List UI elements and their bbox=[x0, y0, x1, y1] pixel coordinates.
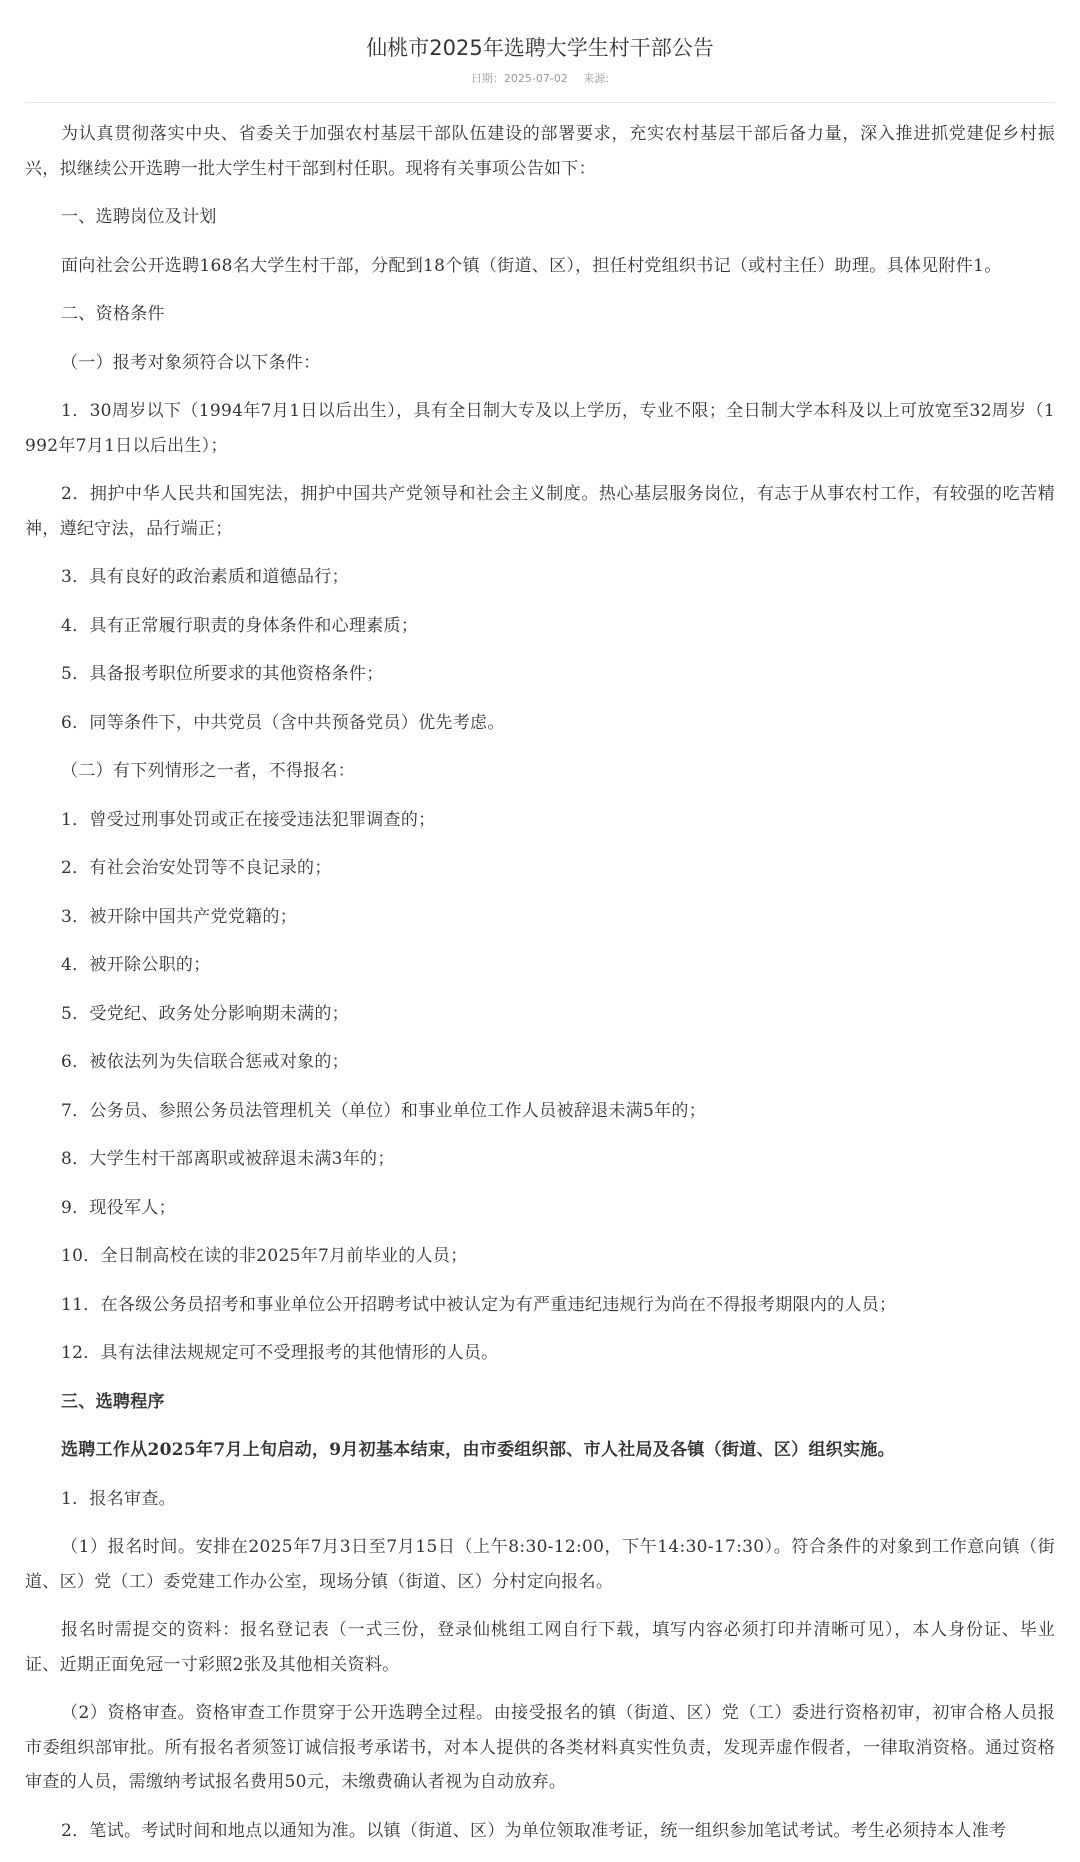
article-title: 仙桃市2025年选聘大学生村干部公告 bbox=[366, 36, 714, 60]
article-meta bbox=[25, 69, 1055, 89]
section-heading-1: 一、选聘岗位及计划 bbox=[61, 207, 217, 227]
list-item: 3．具有良好的政治素质和道德品行； bbox=[61, 567, 349, 587]
article-body bbox=[25, 117, 1055, 1848]
list-item: 5．具备报考职位所要求的其他资格条件； bbox=[61, 664, 384, 684]
subheading: （一）报考对象须符合以下条件： bbox=[61, 352, 321, 373]
paragraph: 报名时需提交的资料：报名登记表（一式三份，登录仙桃组工网自行下载，填写内容必须打印并清晰可见），本人身份证、毕业证、近期正面免冠一寸彩照2张及其他相关资料。 bbox=[25, 1620, 1055, 1675]
article-page bbox=[25, 0, 1055, 1862]
section-heading-2: 二、资格条件 bbox=[61, 304, 165, 324]
paragraph: 选聘工作从2025年7月上旬启动，9月初基本结束，由市委组织部、市人社局及各镇（街道、区）组织实施。 bbox=[61, 1440, 895, 1460]
subheading: （二）有下列情形之一者，不得报名： bbox=[61, 761, 356, 781]
list-item: 2．笔试。考试时间和地点以通知为准。以镇（街道、区）为单位领取准考证，统一组织参加笔试考试。考生必须持本人准考 bbox=[61, 1820, 1007, 1841]
section-heading-3: 三、选聘程序 bbox=[61, 1391, 165, 1412]
list-item: 8．大学生村干部离职或被辞退未满3年的； bbox=[61, 1149, 395, 1169]
list-item: 5．受党纪、政务处分影响期未满的； bbox=[61, 1003, 349, 1024]
paragraph: 面向社会公开选聘168名大学生村干部，分配到18个镇（街道、区），担任村党组织书记（或村主任）助理。具体见附件1。 bbox=[61, 255, 1002, 276]
list-item: 4．被开除公职的； bbox=[61, 955, 211, 975]
list-item: 6．被依法列为失信联合惩戒对象的； bbox=[61, 1052, 349, 1072]
list-item: 11．在各级公务员招考和事业单位公开招聘考试中被认定为有严重违纪违规行为尚在不得报考期限内的人员； bbox=[61, 1294, 897, 1315]
paragraph: （2）资格审查。资格审查工作贯穿于公开选聘全过程。由接受报名的镇（街道、区）党（工）委进行资格初审，初审合格人员报市委组织部审批。所有报名者须签订诚信报考承诺书，对本人提供的各类材料真实性负责，发现弄虚作假者，一律取消资格。通过资格审查的人员，需缴纳考试报名费用50元，未缴费确认者视为自动放弃。 bbox=[25, 1703, 1055, 1792]
title-divider bbox=[25, 102, 1055, 103]
list-item: 7．公务员、参照公务员法管理机关（单位）和事业单位工作人员被辞退未满5年的； bbox=[61, 1100, 707, 1121]
list-item: 3．被开除中国共产党党籍的； bbox=[61, 906, 298, 927]
list-item: 10．全日制高校在读的非2025年7月前毕业的人员； bbox=[61, 1246, 468, 1266]
list-item: 2．拥护中华人民共和国宪法，拥护中国共产党领导和社会主义制度。热心基层服务岗位，有志于从事农村工作，有较强的吃苦精神，遵纪守法，品行端正； bbox=[25, 484, 1055, 539]
source-label: 来源: bbox=[583, 72, 610, 85]
list-item: 1．曾受过刑事处罚或正在接受违法犯罪调查的； bbox=[61, 809, 436, 830]
list-item: 1．30周岁以下（1994年7月1日以后出生），具有全日制大专及以上学历，专业不限；全日制大学本科及以上可放宽至32周岁（1992年7月1日以后出生）； bbox=[25, 401, 1055, 456]
intro-paragraph: 为认真贯彻落实中央、省委关于加强农村基层干部队伍建设的部署要求，充实农村基层干部后备力量，深入推进抓党建促乡村振兴，拟继续公开选聘一批大学生村干部到村任职。现将有关事项公告如下： bbox=[25, 124, 1055, 179]
list-item: 1．报名审查。 bbox=[61, 1488, 176, 1509]
list-item: 2．有社会治安处罚等不良记录的； bbox=[61, 858, 332, 878]
paragraph: （1）报名时间。安排在2025年7月3日至7月15日（上午8:30-12:00，下午14:30-17:30）。符合条件的对象到工作意向镇（街道、区）党（工）委党建工作办公室，现场分镇（街道、区）分村定向报名。 bbox=[25, 1537, 1055, 1592]
list-item: 6．同等条件下，中共党员（含中共预备党员）优先考虑。 bbox=[61, 712, 505, 733]
list-item: 4．具有正常履行职责的身体条件和心理素质； bbox=[61, 615, 419, 636]
publish-date: 日期：2025-07-02 bbox=[470, 72, 568, 85]
list-item: 9．现役军人； bbox=[61, 1197, 176, 1218]
list-item: 12．具有法律法规规定可不受理报考的其他情形的人员。 bbox=[61, 1343, 499, 1363]
